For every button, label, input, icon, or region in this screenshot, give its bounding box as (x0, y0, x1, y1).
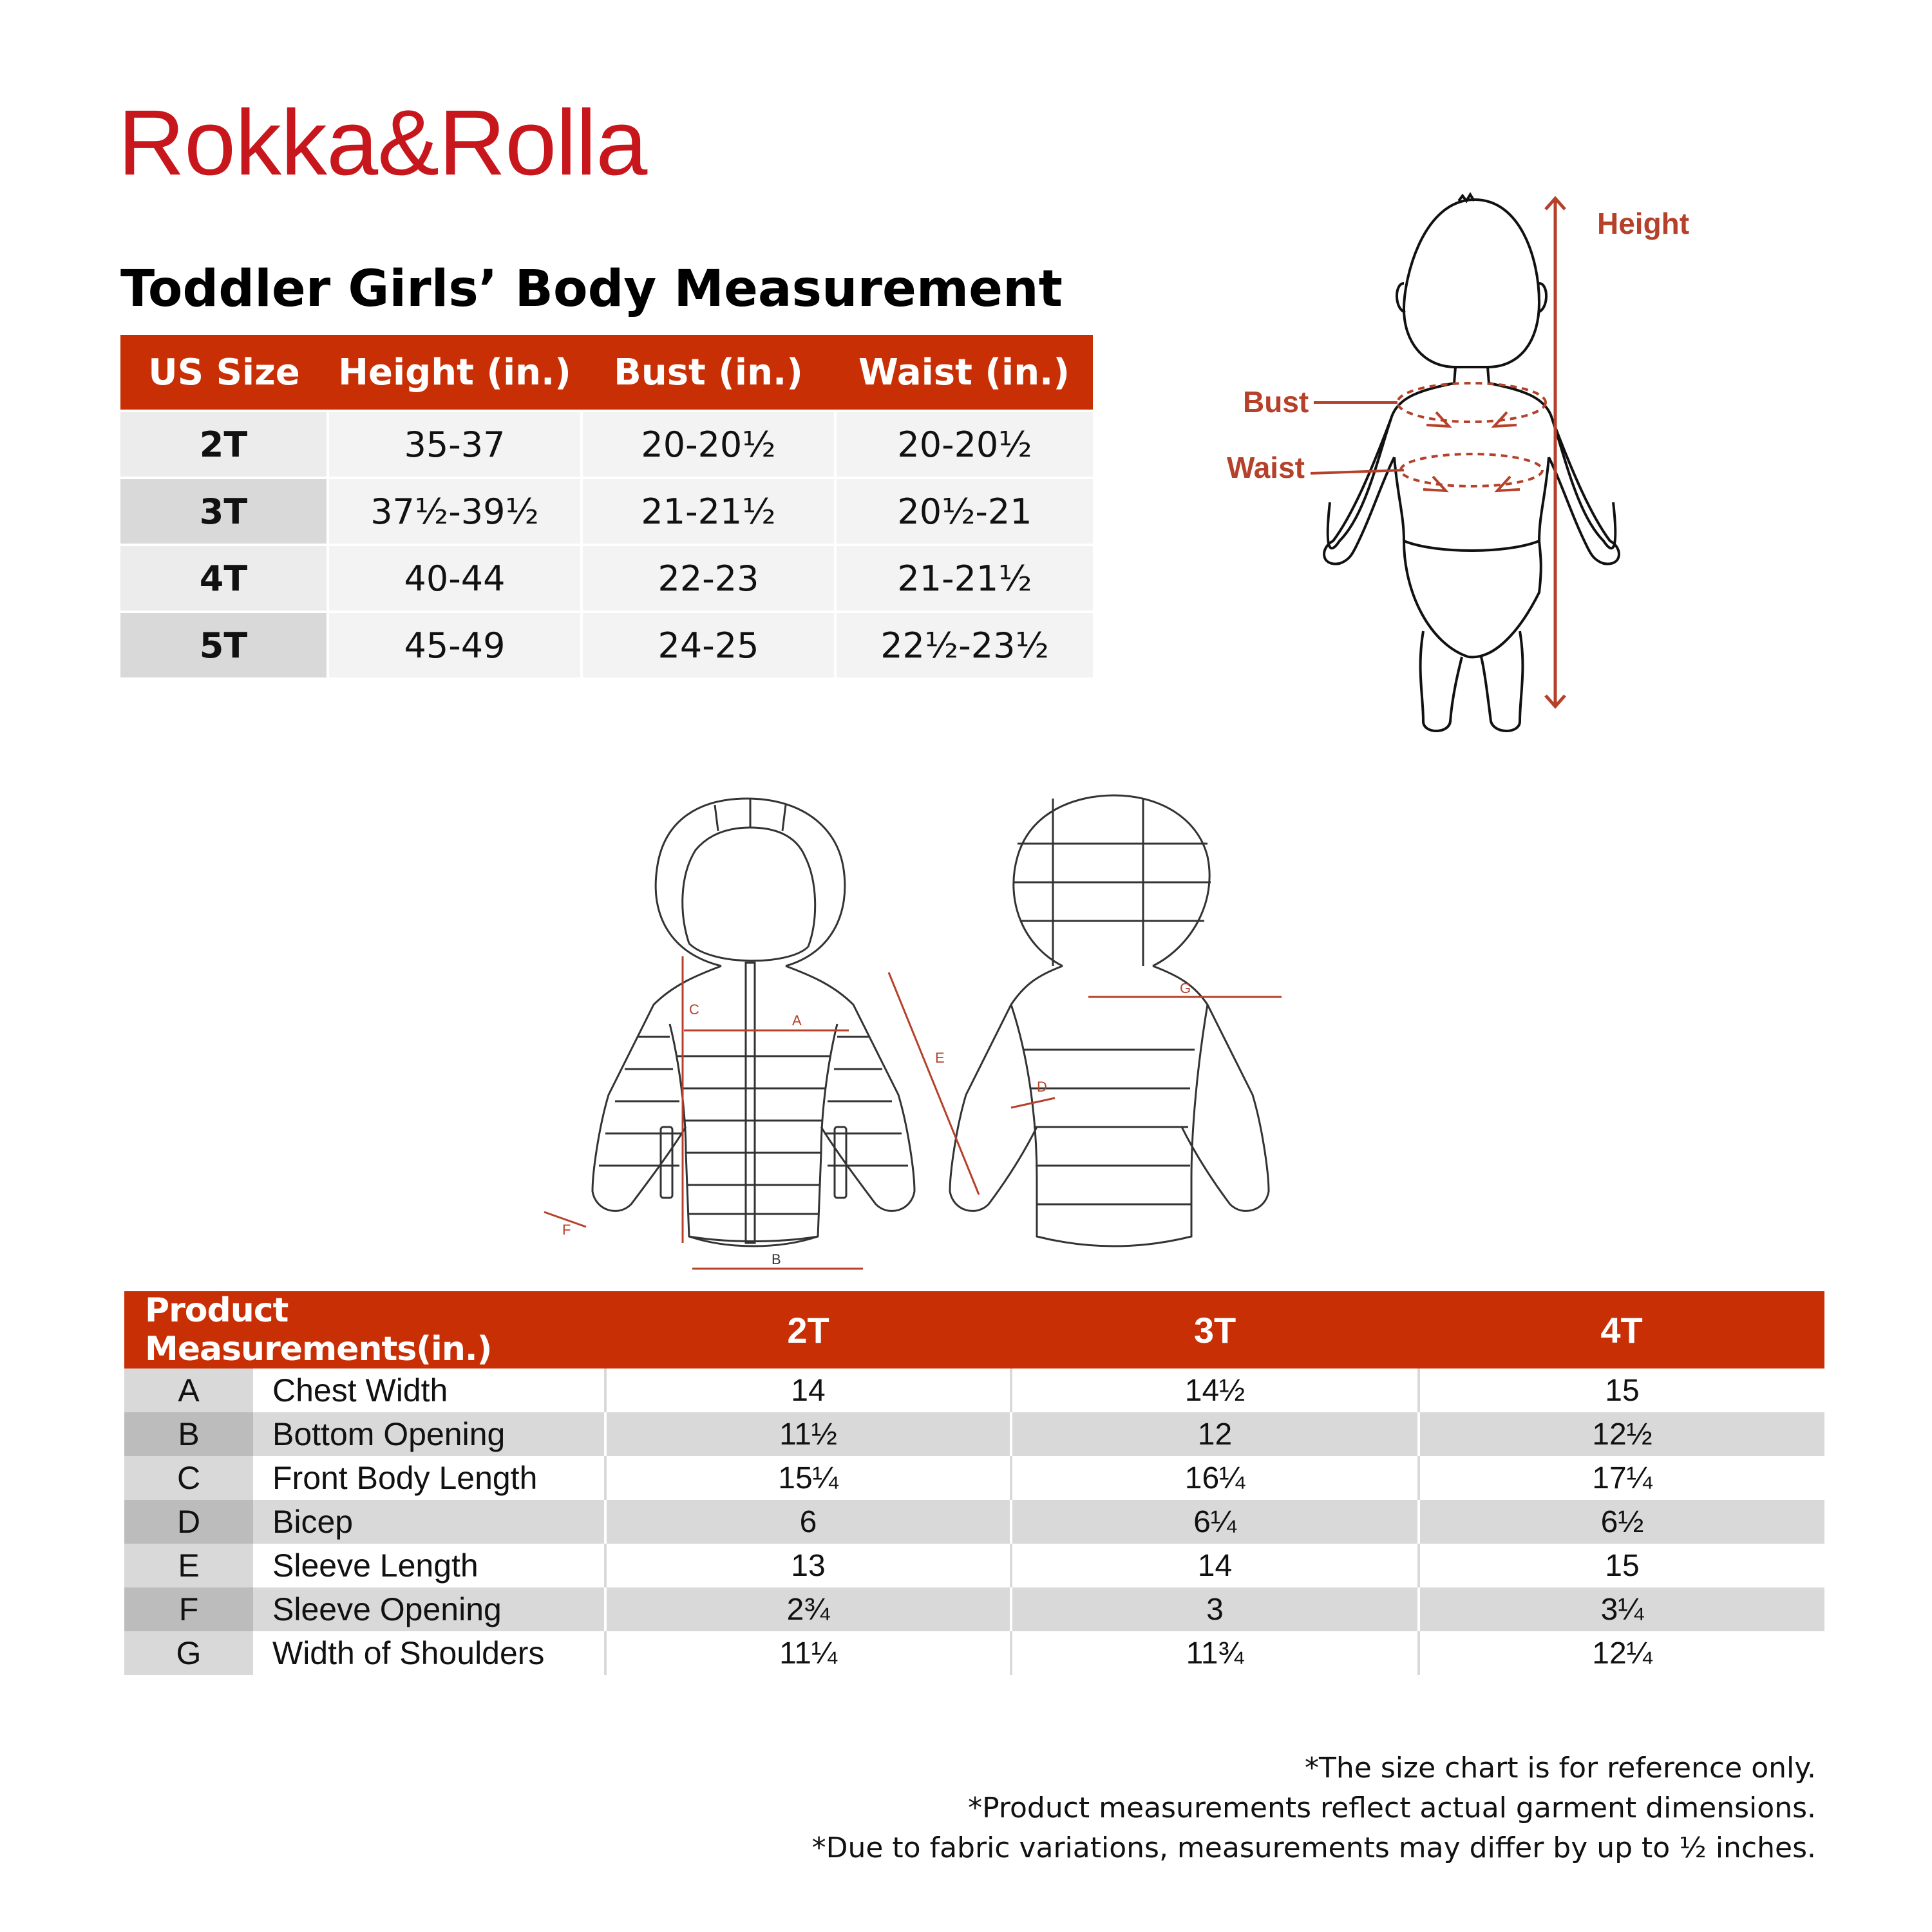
value-3t: 16¼ (1011, 1456, 1419, 1500)
table-row (124, 1412, 1824, 1456)
jacket-back-icon (950, 795, 1269, 1246)
value-3t: 11¾ (1011, 1631, 1419, 1675)
label-g: G (1180, 980, 1191, 996)
size-cell: 3T (120, 478, 328, 545)
brand-logo: Rokka&Rolla (118, 91, 647, 194)
header-size-4t: 4T (1419, 1291, 1824, 1368)
value-4t: 3¼ (1419, 1587, 1824, 1631)
value-3t: 6¼ (1011, 1500, 1419, 1544)
value-4t: 6½ (1419, 1500, 1824, 1544)
value-3t: 14½ (1011, 1368, 1419, 1412)
size-cell: 4T (120, 545, 328, 612)
value-4t: 15 (1605, 1373, 1640, 1408)
value-4t: 12½ (1419, 1412, 1824, 1456)
value-2t: 6 (605, 1500, 1011, 1544)
label-b: B (772, 1251, 781, 1267)
measure-key: A (124, 1368, 253, 1412)
measure-key: C (124, 1456, 253, 1500)
bust-cell: 20-20½ (582, 411, 835, 478)
waist-cell: 21-21½ (835, 545, 1093, 612)
table-row (124, 1368, 1824, 1412)
table-row (124, 1456, 1824, 1500)
measure-name: Bicep (253, 1500, 605, 1544)
label-d: D (1037, 1079, 1047, 1095)
bust-label: Bust (1243, 385, 1309, 419)
footnote: *Product measurements reflect actual garment dimensions. (968, 1792, 1816, 1824)
measure-key: G (124, 1631, 253, 1675)
bust-cell: 21-21½ (582, 478, 835, 545)
waist-cell: 20-20½ (835, 411, 1093, 478)
measure-key: F (124, 1587, 253, 1631)
size-cell: 5T (120, 612, 328, 677)
size-cell: 2T (120, 411, 328, 478)
footnotes (812, 1748, 1816, 1868)
footnote: *Due to fabric variations, measurements may differ by up to ½ inches. (811, 1832, 1816, 1864)
value-2t: 11¼ (605, 1631, 1011, 1675)
footnote: *The size chart is for reference only. (1305, 1752, 1816, 1785)
value-2t: 2¾ (605, 1587, 1011, 1631)
value-2t: 11½ (605, 1412, 1011, 1456)
height-cell: 37½-39½ (328, 478, 582, 545)
jacket-front-icon (592, 799, 914, 1246)
measure-name: Sleeve Length (253, 1544, 605, 1587)
toddler-figure-diagram (1211, 180, 1790, 747)
table-row (124, 1587, 1824, 1631)
table-row (120, 612, 1093, 677)
product-measurement-table (124, 1291, 1824, 1675)
label-a: A (792, 1012, 802, 1028)
value-4t: 17¼ (1592, 1461, 1653, 1495)
measure-name: Bottom Opening (253, 1412, 605, 1456)
value-3t: 14 (1011, 1544, 1419, 1587)
table-row (124, 1544, 1824, 1587)
header-size-3t: 3T (1011, 1291, 1419, 1368)
table-row (124, 1500, 1824, 1544)
measure-name: Sleeve Opening (253, 1587, 605, 1631)
label-f: F (562, 1222, 571, 1238)
table-row (120, 545, 1093, 612)
jacket-diagram (541, 792, 1404, 1282)
toddler-outline-icon (1324, 194, 1619, 731)
height-cell: 35-37 (328, 411, 582, 478)
waist-cell: 20½-21 (835, 478, 1093, 545)
header-us-size: US Size (120, 335, 328, 411)
value-4t: 12¼ (1592, 1636, 1653, 1671)
waist-measure-icon (1311, 454, 1542, 491)
height-label: Height (1597, 207, 1690, 240)
header-bust: Bust (in.) (582, 335, 835, 411)
value-2t: 13 (605, 1544, 1011, 1587)
measure-key: D (124, 1500, 253, 1544)
value-3t: 3 (1011, 1587, 1419, 1631)
measure-key: B (124, 1412, 253, 1456)
body-measurement-table (120, 335, 1093, 677)
label-c: C (689, 1001, 699, 1018)
product-table-header (124, 1291, 1824, 1368)
measure-name: Chest Width (253, 1368, 605, 1412)
table-row (124, 1631, 1824, 1675)
measure-name: Width of Shoulders (253, 1631, 605, 1675)
value-4t: 15 (1605, 1548, 1640, 1583)
header-waist: Waist (in.) (835, 335, 1093, 411)
bust-cell: 24-25 (582, 612, 835, 677)
value-2t: 14 (605, 1368, 1011, 1412)
header-size-2t: 2T (605, 1291, 1011, 1368)
waist-cell: 22½-23½ (835, 612, 1093, 677)
waist-label: Waist (1227, 451, 1305, 484)
table-row (120, 478, 1093, 545)
label-e: E (935, 1050, 945, 1066)
header-height: Height (in.) (328, 335, 582, 411)
body-measurement-title: Toddler Girls’ Body Measurement (120, 260, 1063, 318)
height-cell: 40-44 (328, 545, 582, 612)
height-cell: 45-49 (328, 612, 582, 677)
measure-name: Front Body Length (253, 1456, 605, 1500)
product-table-title: Product Measurements(in.) (124, 1291, 605, 1368)
value-3t: 12 (1011, 1412, 1419, 1456)
measure-key: E (124, 1544, 253, 1587)
body-table-header (120, 335, 1093, 411)
table-row (120, 411, 1093, 478)
bust-cell: 22-23 (582, 545, 835, 612)
value-2t: 15¼ (605, 1456, 1011, 1500)
